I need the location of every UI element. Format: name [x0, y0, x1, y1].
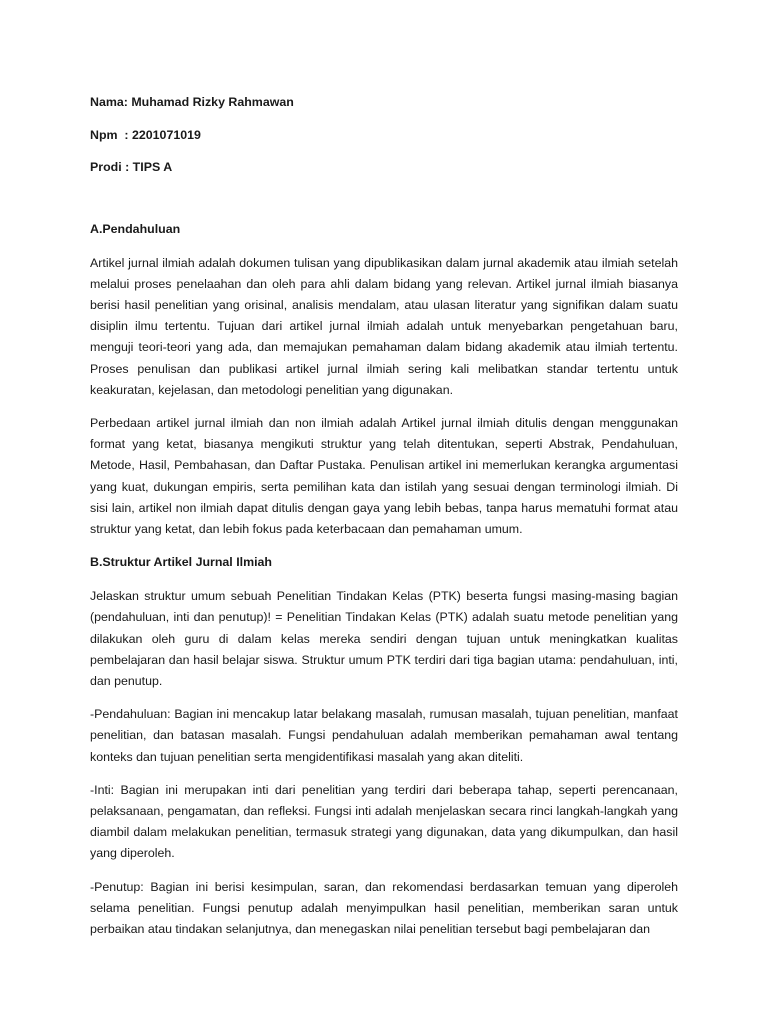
section-a-heading: A.Pendahuluan [90, 221, 181, 236]
header-spacer [90, 186, 678, 219]
document-page [90, 88, 678, 952]
section-b-paragraph-1: Jelaskan struktur umum sebuah Penelitian Tindakan Kelas (PTK) beserta fungsi masing-masing bagian (pendahuluan, inti dan penutup)! = Penelitian Tindakan Kelas (PTK) adalah suatu metode penelitian yang dilakukan oleh guru di dalam kelas mereka sendiri dengan tujuan untuk meningkatkan kualitas pembelajaran dan hasil belajar siswa. Struktur umum PTK terdiri dari tiga bagian utama: pendahuluan, inti, dan penutup. [90, 589, 678, 688]
student-name: Nama: Muhamad Rizky Rahmawan [90, 95, 294, 109]
section-b-paragraph-inti: -Inti: Bagian ini merupakan inti dari penelitian yang terdiri dari beberapa tahap, seperti perencanaan, pelaksanaan, pengamatan, dan refleksi. Fungsi inti adalah menjelaskan secara rinci langkah-langkah yang diambil dalam melakukan penelitian, termasuk strategi yang digunakan, data yang dikumpulkan, dan hasil yang diperoleh. [90, 782, 678, 861]
section-b-paragraph-penutup: -Penutup: Bagian ini berisi kesimpulan, saran, dan rekomendasi berdasarkan temuan yang diperoleh selama penelitian. Fungsi penutup adalah menyimpulkan hasil penelitian, memberikan saran untuk perbaikan atau tindakan selanjutnya, dan menegaskan nilai penelitian tersebut bagi pembelajaran dan [90, 879, 678, 936]
student-prodi: Prodi : TIPS A [90, 160, 173, 174]
student-npm: Npm : 2201071019 [90, 127, 201, 142]
section-a-paragraph-1: Artikel jurnal ilmiah adalah dokumen tulisan yang dipublikasikan dalam jurnal akademik atau ilmiah setelah melalui proses penelaahan dan oleh para ahli dalam bidang yang relevan. Artikel jurnal ilmiah biasanya berisi hasil penelitian yang orisinal, analisis mendalam, atau ulasan literatur yang signifikan dalam suatu disiplin ilmu tertentu. Tujuan dari artikel jurnal ilmiah adalah untuk menyebarkan pengetahuan baru, menguji teori-teori yang ada, dan memajukan pemahaman dalam bidang akademik atau ilmiah tertentu. Proses penulisan dan publikasi artikel jurnal ilmiah sering kali melibatkan standar tertentu untuk keakuratan, kejelasan, dan metodologi penelitian yang digunakan. [90, 255, 678, 397]
section-a-paragraph-2: Perbedaan artikel jurnal ilmiah dan non ilmiah adalah Artikel jurnal ilmiah ditulis dengan menggunakan format yang ketat, biasanya mengikuti struktur yang telah ditentukan, seperti Abstrak, Pendahuluan, Metode, Hasil, Pembahasan, dan Daftar Pustaka. Penulisan artikel ini memerlukan kerangka argumentasi yang kuat, dukungan empiris, serta pemilihan kata dan istilah yang sesuai dengan terminologi ilmiah. Di sisi lain, artikel non ilmiah dapat ditulis dengan gaya yang lebih bebas, tanpa harus mematuhi format atau struktur yang ketat, dan lebih fokus pada keterbacaan dan pemahaman umum. [90, 415, 678, 536]
section-b-paragraph-pendahuluan: -Pendahuluan: Bagian ini mencakup latar belakang masalah, rumusan masalah, tujuan penelitian, manfaat penelitian, dan batasan masalah. Fungsi pendahuluan adalah memberikan pemahaman awal tentang konteks dan tujuan penelitian serta mengidentifikasi masalah yang akan diteliti. [90, 707, 678, 764]
section-b-heading: B.Struktur Artikel Jurnal Ilmiah [90, 555, 272, 570]
